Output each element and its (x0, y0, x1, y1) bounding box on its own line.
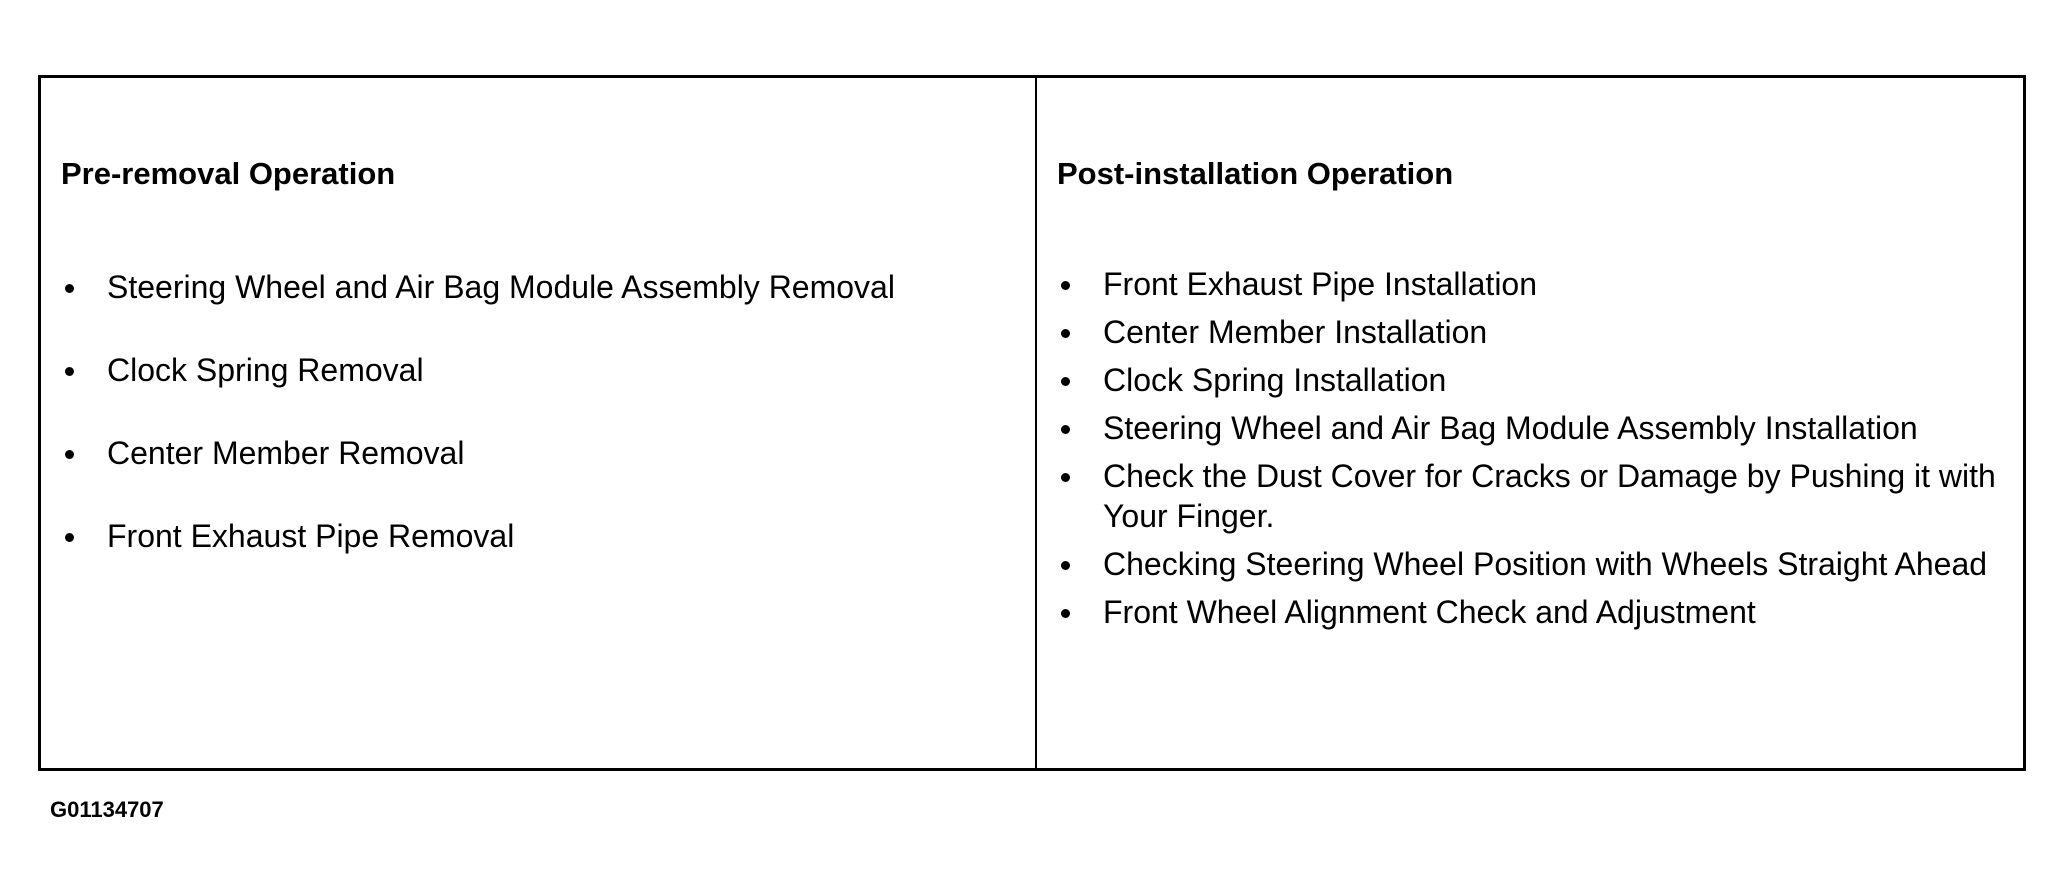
figure-id-caption: G01134707 (50, 797, 164, 822)
list-item (61, 434, 895, 472)
list-item-text: Checking Steering Wheel Position with Wheels Straight Ahead (1103, 546, 1988, 582)
post-installation-column (1037, 78, 2023, 768)
list-item (1057, 264, 2007, 304)
pre-removal-column (41, 78, 1037, 768)
list-item (1057, 456, 2007, 536)
list-item (61, 517, 895, 555)
pre-removal-list (61, 268, 895, 600)
list-item-text: Front Exhaust Pipe Removal (107, 518, 515, 554)
list-item-text: Steering Wheel and Air Bag Module Assembly Removal (107, 269, 895, 305)
list-item-text: Steering Wheel and Air Bag Module Assembly Installation (1103, 410, 1918, 446)
list-item-text: Front Exhaust Pipe Installation (1103, 266, 1538, 302)
pre-removal-heading: Pre-removal Operation (61, 156, 396, 191)
list-item (1057, 360, 2007, 400)
list-item-text: Front Wheel Alignment Check and Adjustment (1103, 594, 1756, 630)
list-item-text: Clock Spring Installation (1103, 362, 1447, 398)
list-item (61, 268, 895, 306)
post-installation-heading: Post-installation Operation (1057, 156, 1454, 191)
operations-table (38, 75, 2026, 771)
list-item-text: Center Member Installation (1103, 314, 1488, 350)
list-item-text: Clock Spring Removal (107, 352, 424, 388)
list-item (1057, 312, 2007, 352)
list-item (1057, 544, 2007, 584)
list-item (61, 351, 895, 389)
post-installation-list (1057, 264, 2007, 640)
list-item-text: Check the Dust Cover for Cracks or Damage by Pushing it with Your Finger. (1103, 458, 1996, 534)
list-item-text: Center Member Removal (107, 435, 465, 471)
list-item (1057, 408, 2007, 448)
list-item (1057, 592, 2007, 632)
